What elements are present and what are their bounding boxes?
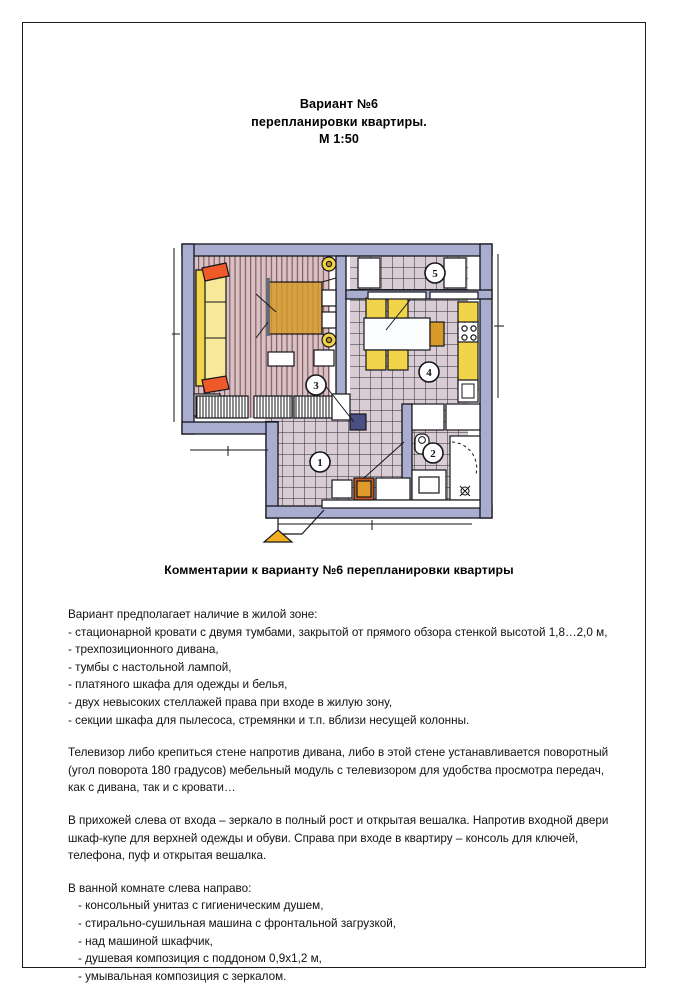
- text-line: - стационарной кровати с двумя тумбами, закрытой от прямого обзора стенкой высотой 1,8…2,0 м,: [68, 625, 608, 639]
- text-line: - консольный унитаз с гигиеническим душем,: [78, 899, 324, 913]
- room-marker-3: [306, 375, 326, 395]
- text-line: телефона, пуф и открытая вешалка.: [68, 849, 267, 863]
- svg-text:4: 4: [426, 367, 432, 379]
- paragraph-bathroom: [68, 880, 630, 986]
- text-line: В прихожей слева от входа – зеркало в полный рост и открытая вешалка. Напротив входной двери: [68, 813, 609, 827]
- comments-heading: Комментарии к варианту №6 перепланировки квартиры: [164, 563, 514, 577]
- title-line-1: Вариант №6: [299, 97, 379, 111]
- text-line: Вариант предполагает наличие в жилой зоне:: [68, 608, 318, 621]
- paragraph-living-zone: [68, 606, 630, 729]
- text-line: - секции шкафа для пылесоса, стремянки и т.п. вблизи несущей колонны.: [68, 713, 470, 727]
- text-line: (угол поворота 180 градусов) мебельный модуль с телевизором для удобства просмотра передач,: [68, 763, 605, 777]
- floor-plan-drawing: [172, 234, 512, 546]
- room-marker-4: [419, 362, 439, 382]
- commentary-body: [68, 606, 630, 985]
- text-line: шкаф-купе для верхней одежды и обуви. Справа при входе в квартиру – консоль для ключей,: [68, 831, 579, 845]
- text-line: - трехпозиционного дивана,: [68, 643, 219, 657]
- page-title: [0, 96, 678, 149]
- title-line-2: перепланировки квартиры.: [251, 114, 427, 129]
- room-marker-2: [423, 443, 443, 463]
- title-line-3: М 1:50: [318, 132, 360, 146]
- room-marker-5: [425, 263, 445, 283]
- text-line: - умывальная композиция с зеркалом.: [78, 969, 287, 983]
- svg-text:2: 2: [430, 448, 436, 460]
- text-line: - стирально-сушильная машина с фронтальной загрузкой,: [78, 916, 397, 930]
- paragraph-hallway: [68, 812, 630, 865]
- text-line: - тумбы с настольной лампой,: [68, 660, 232, 674]
- text-line: В ванной комнате слева направо:: [68, 881, 252, 895]
- svg-text:1: 1: [317, 457, 323, 469]
- text-line: - над машиной шкафчик,: [78, 934, 213, 948]
- text-line: как с дивана, так и с кровати…: [68, 781, 236, 795]
- svg-text:3: 3: [313, 380, 319, 392]
- text-line: - двух невысоких стеллажей права при входе в жилую зону,: [68, 695, 393, 709]
- text-line: - душевая композиция с поддоном 0,9х1,2 м,: [78, 952, 322, 966]
- paragraph-television: [68, 744, 630, 797]
- svg-text:5: 5: [432, 268, 438, 280]
- room-marker-1: [310, 452, 330, 472]
- text-line: Телевизор либо крепиться стене напротив дивана, либо в этой стене устанавливается поворотный: [68, 746, 609, 760]
- text-line: - платяного шкафа для одежды и белья,: [68, 678, 288, 692]
